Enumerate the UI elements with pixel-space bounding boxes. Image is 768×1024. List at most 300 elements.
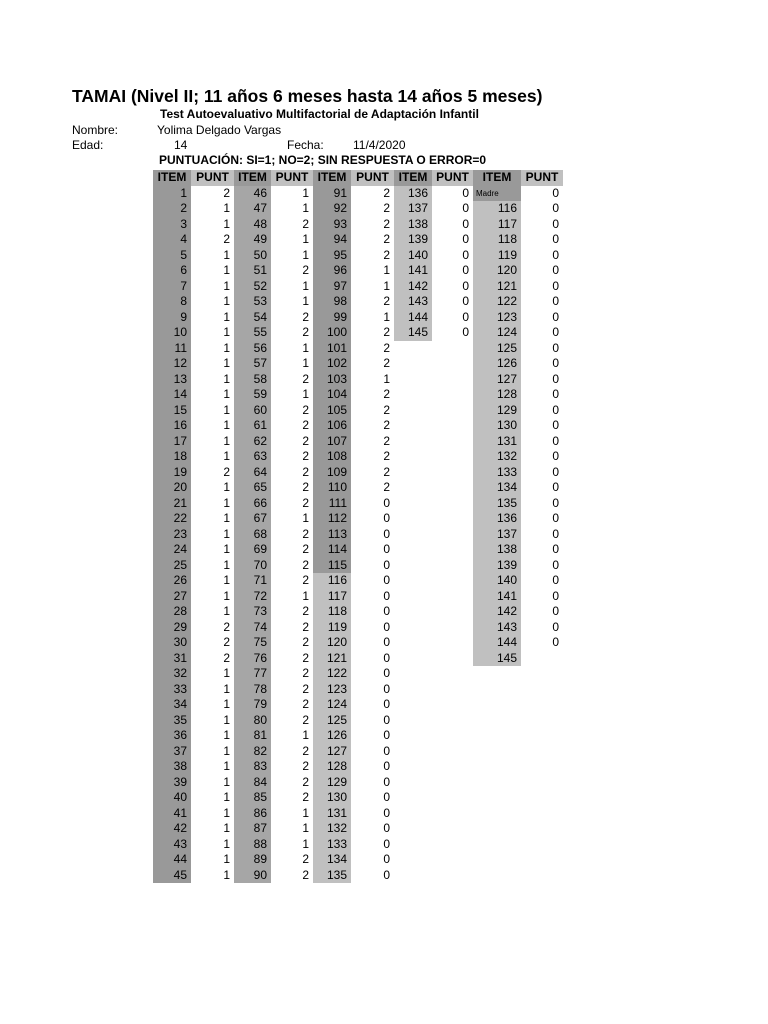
table-cell: 135 [473, 496, 521, 512]
table-column [521, 170, 563, 651]
table-cell: 104 [313, 387, 351, 403]
table-cell: 1 [191, 806, 234, 822]
table-cell: 123 [473, 310, 521, 326]
table-cell: 55 [234, 325, 271, 341]
table-cell: 18 [153, 449, 191, 465]
table-cell: 2 [271, 852, 313, 868]
table-cell: 0 [432, 248, 473, 264]
table-cell: 2 [271, 558, 313, 574]
table-cell: 1 [271, 232, 313, 248]
table-cell: 2 [351, 449, 394, 465]
table-cell: 117 [473, 217, 521, 233]
table-cell: 142 [473, 604, 521, 620]
table-cell: 1 [191, 341, 234, 357]
table-cell: 24 [153, 542, 191, 558]
column-header: ITEM [394, 170, 432, 186]
table-cell: 0 [351, 759, 394, 775]
table-cell: 0 [521, 449, 563, 465]
table-cell: 132 [313, 821, 351, 837]
table-cell: 122 [313, 666, 351, 682]
table-cell: 41 [153, 806, 191, 822]
table-cell: 1 [191, 868, 234, 884]
table-cell: 93 [313, 217, 351, 233]
table-cell: 1 [191, 294, 234, 310]
table-cell: 1 [191, 682, 234, 698]
table-cell: 23 [153, 527, 191, 543]
table-cell: 16 [153, 418, 191, 434]
table-cell: 129 [313, 775, 351, 791]
table-cell: 99 [313, 310, 351, 326]
table-cell: 39 [153, 775, 191, 791]
column-header: PUNT [521, 170, 563, 186]
table-cell: 78 [234, 682, 271, 698]
table-cell: 0 [351, 666, 394, 682]
table-cell: 2 [271, 682, 313, 698]
table-cell: 0 [351, 511, 394, 527]
table-cell: 2 [191, 186, 234, 202]
table-cell: 142 [394, 279, 432, 295]
table-cell: 68 [234, 527, 271, 543]
table-cell: 1 [191, 325, 234, 341]
table-cell: 74 [234, 620, 271, 636]
table-cell: 136 [473, 511, 521, 527]
table-cell: 0 [521, 387, 563, 403]
table-cell: 124 [473, 325, 521, 341]
table-column [191, 170, 234, 883]
table-cell: 67 [234, 511, 271, 527]
table-cell: 0 [521, 310, 563, 326]
table-cell: 81 [234, 728, 271, 744]
table-cell: 96 [313, 263, 351, 279]
table-cell: 125 [313, 713, 351, 729]
table-cell: 2 [271, 651, 313, 667]
column-header: ITEM [313, 170, 351, 186]
table-cell: 125 [473, 341, 521, 357]
table-cell: 1 [271, 589, 313, 605]
table-cell: 1 [191, 713, 234, 729]
table-cell: 79 [234, 697, 271, 713]
table-cell: 2 [351, 186, 394, 202]
table-cell: 2 [351, 465, 394, 481]
table-cell: 1 [351, 310, 394, 326]
table-cell: 1 [191, 248, 234, 264]
table-cell: 2 [271, 542, 313, 558]
table-cell: 117 [313, 589, 351, 605]
table-cell: 38 [153, 759, 191, 775]
table-cell: 112 [313, 511, 351, 527]
table-cell: 19 [153, 465, 191, 481]
table-cell: 1 [191, 821, 234, 837]
table-column [234, 170, 271, 883]
table-cell: 1 [191, 527, 234, 543]
table-cell: 0 [521, 434, 563, 450]
table-cell: 98 [313, 294, 351, 310]
table-cell: 15 [153, 403, 191, 419]
table-cell: 1 [191, 728, 234, 744]
table-cell: 2 [271, 635, 313, 651]
table-cell: 90 [234, 868, 271, 884]
table-cell: 35 [153, 713, 191, 729]
table-cell: 1 [351, 263, 394, 279]
table-cell: 5 [153, 248, 191, 264]
table-cell: 0 [521, 635, 563, 651]
table-cell: 50 [234, 248, 271, 264]
table-cell: 0 [521, 325, 563, 341]
table-cell: 133 [313, 837, 351, 853]
table-cell: 0 [432, 263, 473, 279]
column-header: PUNT [271, 170, 313, 186]
table-cell: 101 [313, 341, 351, 357]
table-cell: 58 [234, 372, 271, 388]
table-cell: 1 [191, 589, 234, 605]
table-cell: 0 [351, 868, 394, 884]
table-cell: 2 [271, 666, 313, 682]
table-cell: 17 [153, 434, 191, 450]
table-cell: 0 [521, 263, 563, 279]
table-cell: 0 [521, 527, 563, 543]
table-cell: 1 [271, 806, 313, 822]
table-cell: 105 [313, 403, 351, 419]
table-cell: 111 [313, 496, 351, 512]
table-cell: 121 [313, 651, 351, 667]
table-cell: 73 [234, 604, 271, 620]
table-cell: 91 [313, 186, 351, 202]
table-cell: 2 [271, 465, 313, 481]
table-cell: 7 [153, 279, 191, 295]
table-cell: 114 [313, 542, 351, 558]
table-cell: 132 [473, 449, 521, 465]
table-cell: 0 [521, 248, 563, 264]
table-cell: 0 [351, 821, 394, 837]
table-cell: 0 [351, 620, 394, 636]
table-column [271, 170, 313, 883]
table-cell: 1 [191, 356, 234, 372]
table-cell: 0 [521, 356, 563, 372]
table-cell: 0 [351, 806, 394, 822]
table-cell: 0 [351, 775, 394, 791]
table-cell: 2 [271, 434, 313, 450]
table-cell: 88 [234, 837, 271, 853]
table-cell: 84 [234, 775, 271, 791]
table-cell: 0 [521, 620, 563, 636]
column-header: ITEM [153, 170, 191, 186]
table-cell: 1 [191, 759, 234, 775]
table-cell: 0 [521, 589, 563, 605]
table-cell: 103 [313, 372, 351, 388]
fecha-label: Fecha: [287, 138, 324, 152]
table-cell: 0 [521, 186, 563, 202]
table-cell: 14 [153, 387, 191, 403]
table-column [351, 170, 394, 883]
table-column [473, 170, 521, 666]
table-cell: 87 [234, 821, 271, 837]
table-cell: 33 [153, 682, 191, 698]
table-cell: 95 [313, 248, 351, 264]
table-cell: 2 [351, 418, 394, 434]
table-cell: 0 [521, 372, 563, 388]
table-cell: 2 [351, 356, 394, 372]
table-cell: 1 [191, 697, 234, 713]
table-cell: 2 [271, 775, 313, 791]
table-cell: 9 [153, 310, 191, 326]
table-cell: 131 [473, 434, 521, 450]
table-cell: 2 [351, 294, 394, 310]
table-cell: 2 [153, 201, 191, 217]
table-cell: 21 [153, 496, 191, 512]
table-cell: 70 [234, 558, 271, 574]
edad-label: Edad: [72, 138, 104, 152]
table-cell: 141 [473, 589, 521, 605]
table-cell: 0 [351, 604, 394, 620]
table-cell: 1 [271, 341, 313, 357]
table-cell: 2 [351, 232, 394, 248]
table-cell: 2 [351, 387, 394, 403]
table-cell: 1 [191, 434, 234, 450]
table-cell: 135 [313, 868, 351, 884]
table-cell: 141 [394, 263, 432, 279]
table-cell: 0 [432, 325, 473, 341]
table-cell: 1 [271, 294, 313, 310]
table-cell: 0 [351, 527, 394, 543]
table-cell: 60 [234, 403, 271, 419]
table-cell: 143 [473, 620, 521, 636]
table-cell: 52 [234, 279, 271, 295]
table-cell: 2 [271, 325, 313, 341]
table-cell: 57 [234, 356, 271, 372]
table-cell: 0 [521, 604, 563, 620]
page-subtitle: Test Autoevaluativo Multifactorial de Adaptación Infantil [160, 107, 479, 121]
table-cell: 100 [313, 325, 351, 341]
table-cell: 113 [313, 527, 351, 543]
table-cell: 1 [191, 775, 234, 791]
table-cell: 0 [351, 542, 394, 558]
table-cell: 0 [351, 635, 394, 651]
table-cell: 1 [271, 201, 313, 217]
table-cell: 2 [271, 496, 313, 512]
table-cell: 65 [234, 480, 271, 496]
table-cell: 0 [351, 852, 394, 868]
table-cell: 2 [351, 325, 394, 341]
table-cell: 6 [153, 263, 191, 279]
table-cell: 85 [234, 790, 271, 806]
table-cell: 77 [234, 666, 271, 682]
table-cell: 138 [394, 217, 432, 233]
table-cell: 2 [271, 713, 313, 729]
table-cell: 2 [271, 217, 313, 233]
table-cell: 2 [351, 248, 394, 264]
table-cell: 8 [153, 294, 191, 310]
table-cell: 127 [473, 372, 521, 388]
table-cell: 0 [351, 697, 394, 713]
table-cell: 0 [521, 294, 563, 310]
table-cell: 43 [153, 837, 191, 853]
table-cell: 0 [351, 713, 394, 729]
table-cell: 75 [234, 635, 271, 651]
table-cell: 0 [351, 651, 394, 667]
table-cell: 0 [521, 341, 563, 357]
table-cell: 0 [521, 418, 563, 434]
table-cell: 144 [394, 310, 432, 326]
table-cell: 1 [191, 542, 234, 558]
table-cell: 1 [271, 821, 313, 837]
table-cell: 1 [191, 837, 234, 853]
table-cell: 49 [234, 232, 271, 248]
table-cell: 0 [432, 279, 473, 295]
table-cell: 71 [234, 573, 271, 589]
table-cell: 62 [234, 434, 271, 450]
column-subheader: Madre [473, 186, 521, 202]
table-cell: 59 [234, 387, 271, 403]
table-cell: 131 [313, 806, 351, 822]
scoring-legend: PUNTUACIÓN: SI=1; NO=2; SIN RESPUESTA O ERROR=0 [159, 153, 487, 167]
table-cell: 1 [191, 744, 234, 760]
nombre-label: Nombre: [72, 123, 119, 137]
table-cell: 138 [473, 542, 521, 558]
table-cell: 2 [191, 620, 234, 636]
table-cell: 2 [351, 480, 394, 496]
table-cell: 130 [473, 418, 521, 434]
table-cell: 1 [191, 418, 234, 434]
table-cell: 2 [191, 651, 234, 667]
table-cell: 2 [351, 403, 394, 419]
table-cell: 1 [191, 263, 234, 279]
table-cell: 107 [313, 434, 351, 450]
table-cell: 2 [271, 449, 313, 465]
table-cell: 2 [271, 744, 313, 760]
table-cell: 139 [394, 232, 432, 248]
table-cell: 0 [521, 279, 563, 295]
table-cell: 72 [234, 589, 271, 605]
table-cell: 76 [234, 651, 271, 667]
table-cell: 127 [313, 744, 351, 760]
table-cell: 118 [313, 604, 351, 620]
table-cell: 0 [432, 310, 473, 326]
table-cell: 82 [234, 744, 271, 760]
table-cell: 12 [153, 356, 191, 372]
table-cell: 54 [234, 310, 271, 326]
column-header: PUNT [432, 170, 473, 186]
table-cell: 2 [271, 527, 313, 543]
table-cell: 0 [351, 728, 394, 744]
table-cell: 0 [521, 217, 563, 233]
column-header: PUNT [351, 170, 394, 186]
table-cell: 1 [351, 372, 394, 388]
table-cell: 130 [313, 790, 351, 806]
table-cell: 1 [271, 186, 313, 202]
table-cell: 1 [191, 511, 234, 527]
table-cell: 1 [271, 356, 313, 372]
table-cell: 1 [191, 310, 234, 326]
table-cell: 2 [271, 573, 313, 589]
table-cell: 145 [473, 651, 521, 667]
table-cell: 119 [473, 248, 521, 264]
table-cell: 144 [473, 635, 521, 651]
table-cell: 80 [234, 713, 271, 729]
table-cell: 11 [153, 341, 191, 357]
table-cell: 1 [191, 573, 234, 589]
table-cell: 0 [432, 232, 473, 248]
table-cell: 46 [234, 186, 271, 202]
table-cell: 0 [521, 465, 563, 481]
table-cell: 0 [432, 217, 473, 233]
column-header: ITEM [234, 170, 271, 186]
table-cell: 2 [271, 403, 313, 419]
table-cell: 109 [313, 465, 351, 481]
table-cell: 0 [432, 186, 473, 202]
table-cell: 126 [473, 356, 521, 372]
table-cell: 0 [521, 480, 563, 496]
edad-value: 14 [174, 138, 188, 152]
table-cell: 110 [313, 480, 351, 496]
table-cell: 1 [191, 403, 234, 419]
table-cell: 124 [313, 697, 351, 713]
table-cell: 0 [351, 573, 394, 589]
table-cell: 2 [351, 201, 394, 217]
table-cell: 108 [313, 449, 351, 465]
table-cell: 2 [271, 620, 313, 636]
table-cell: 2 [271, 418, 313, 434]
table-cell: 44 [153, 852, 191, 868]
table-cell: 0 [351, 790, 394, 806]
table-cell: 40 [153, 790, 191, 806]
table-cell: 2 [271, 759, 313, 775]
table-cell: 53 [234, 294, 271, 310]
table-cell: 119 [313, 620, 351, 636]
table-cell: 10 [153, 325, 191, 341]
table-cell: 2 [271, 697, 313, 713]
table-cell: 47 [234, 201, 271, 217]
table-cell: 45 [153, 868, 191, 884]
table-cell: 0 [521, 403, 563, 419]
table-cell: 0 [521, 558, 563, 574]
table-cell: 129 [473, 403, 521, 419]
table-cell: 1 [191, 279, 234, 295]
table-cell: 2 [271, 263, 313, 279]
table-cell: 1 [191, 666, 234, 682]
table-cell: 0 [351, 837, 394, 853]
table-cell: 69 [234, 542, 271, 558]
page-title: TAMAI (Nivel II; 11 años 6 meses hasta 14 años 5 meses) [72, 86, 543, 106]
table-cell: 29 [153, 620, 191, 636]
table-cell: 134 [473, 480, 521, 496]
table-cell: 83 [234, 759, 271, 775]
table-cell: 2 [351, 341, 394, 357]
table-cell: 26 [153, 573, 191, 589]
table-cell: 89 [234, 852, 271, 868]
table-cell: 37 [153, 744, 191, 760]
table-column [394, 170, 432, 341]
table-cell: 128 [313, 759, 351, 775]
table-cell: 34 [153, 697, 191, 713]
table-cell: 1 [191, 790, 234, 806]
table-cell: 13 [153, 372, 191, 388]
table-cell: 0 [351, 682, 394, 698]
table-cell: 1 [191, 449, 234, 465]
table-cell: 1 [191, 201, 234, 217]
table-cell: 1 [153, 186, 191, 202]
table-cell: 1 [191, 217, 234, 233]
table-cell: 1 [271, 728, 313, 744]
table-cell: 1 [191, 480, 234, 496]
table-cell: 2 [191, 465, 234, 481]
table-column [432, 170, 473, 341]
table-column [313, 170, 351, 883]
table-cell: 121 [473, 279, 521, 295]
table-cell: 145 [394, 325, 432, 341]
table-cell: 63 [234, 449, 271, 465]
table-cell: 102 [313, 356, 351, 372]
table-cell: 92 [313, 201, 351, 217]
